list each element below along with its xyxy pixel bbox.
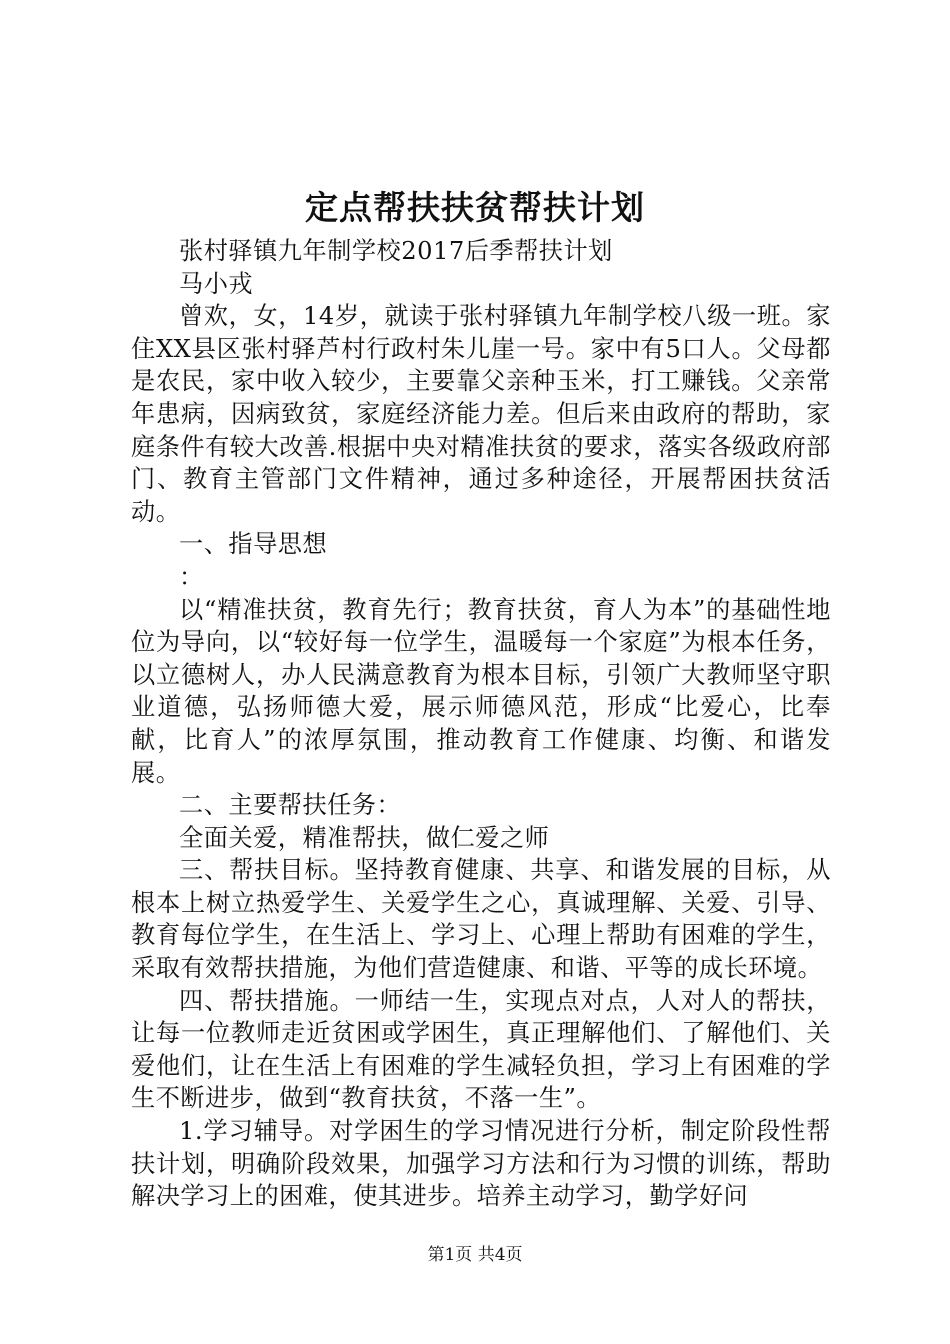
- paragraph-school-plan: 张村驿镇九年制学校2017后季帮扶计划: [179, 237, 613, 265]
- document-body: [131, 235, 831, 1213]
- heading-guiding-ideology: 一、指导思想: [179, 530, 328, 559]
- document-title: 定点帮扶扶贫帮扶计划: [305, 188, 645, 227]
- paragraph-goals: 三、帮扶目标。坚持教育健康、共享、和谐发展的目标，从根本上树立热爱学生、关爱学生之心，真诚理解、关爱、引导、教育每位学生，在生活上、学习上、心理上帮助有困难的学生，采取有效帮扶措施，为他们营造健康、和谐、平等的成长环境。: [131, 856, 831, 983]
- paragraph-colon: ：: [179, 562, 204, 591]
- page-footer: 第1页 共4页: [427, 1245, 523, 1265]
- paragraph-study-tutoring: 1.学习辅导。对学困生的学习情况进行分析，制定阶段性帮扶计划，明确阶段效果，加强学习方法和行为习惯的训练，帮助解决学习上的困难，使其进步。培养主动学习，勤学好问: [131, 1117, 831, 1211]
- paragraph-student-background: 曾欢，女，14岁，就读于张村驿镇九年制学校八级一班。家住XX县区张村驿芦村行政村朱儿崖一号。家中有5口人。父母都是农民，家中收入较少，主要靠父亲种玉米，打工赚钱。父亲常年患病，因病致贫，家庭经济能力差。但后来由政府的帮助，家庭条件有较大改善.根据中央对精准扶贫的要求，落实各级政府部门、教育主管部门文件精神，通过多种途径，开展帮困扶贫活动。: [131, 302, 831, 526]
- paragraph-author: 马小戎: [179, 269, 254, 298]
- paragraph-measures: 四、帮扶措施。一师结一生，实现点对点，人对人的帮扶，让每一位教师走近贫困或学困生，真正理解他们、了解他们、关爱他们，让在生活上有困难的学生减轻负担，学习上有困难的学生不断进步，做到“教育扶贫，不落一生”。: [131, 986, 831, 1113]
- paragraph-guiding-ideology: 以“精准扶贫，教育先行；教育扶贫，育人为本”的基础性地位为导向，以“较好每一位学生，温暖每一个家庭”为根本任务，以立德树人，办人民满意教育为根本目标，引领广大教师坚守职业道德，弘扬师德大爱，展示师德风范，形成“比爱心，比奉献，比育人”的浓厚氛围，推动教育工作健康、均衡、和谐发展。: [131, 595, 831, 787]
- paragraph-main-tasks: 全面关爱，精准帮扶，做仁爱之师: [179, 823, 550, 852]
- heading-main-tasks: 二、主要帮扶任务：: [179, 791, 402, 820]
